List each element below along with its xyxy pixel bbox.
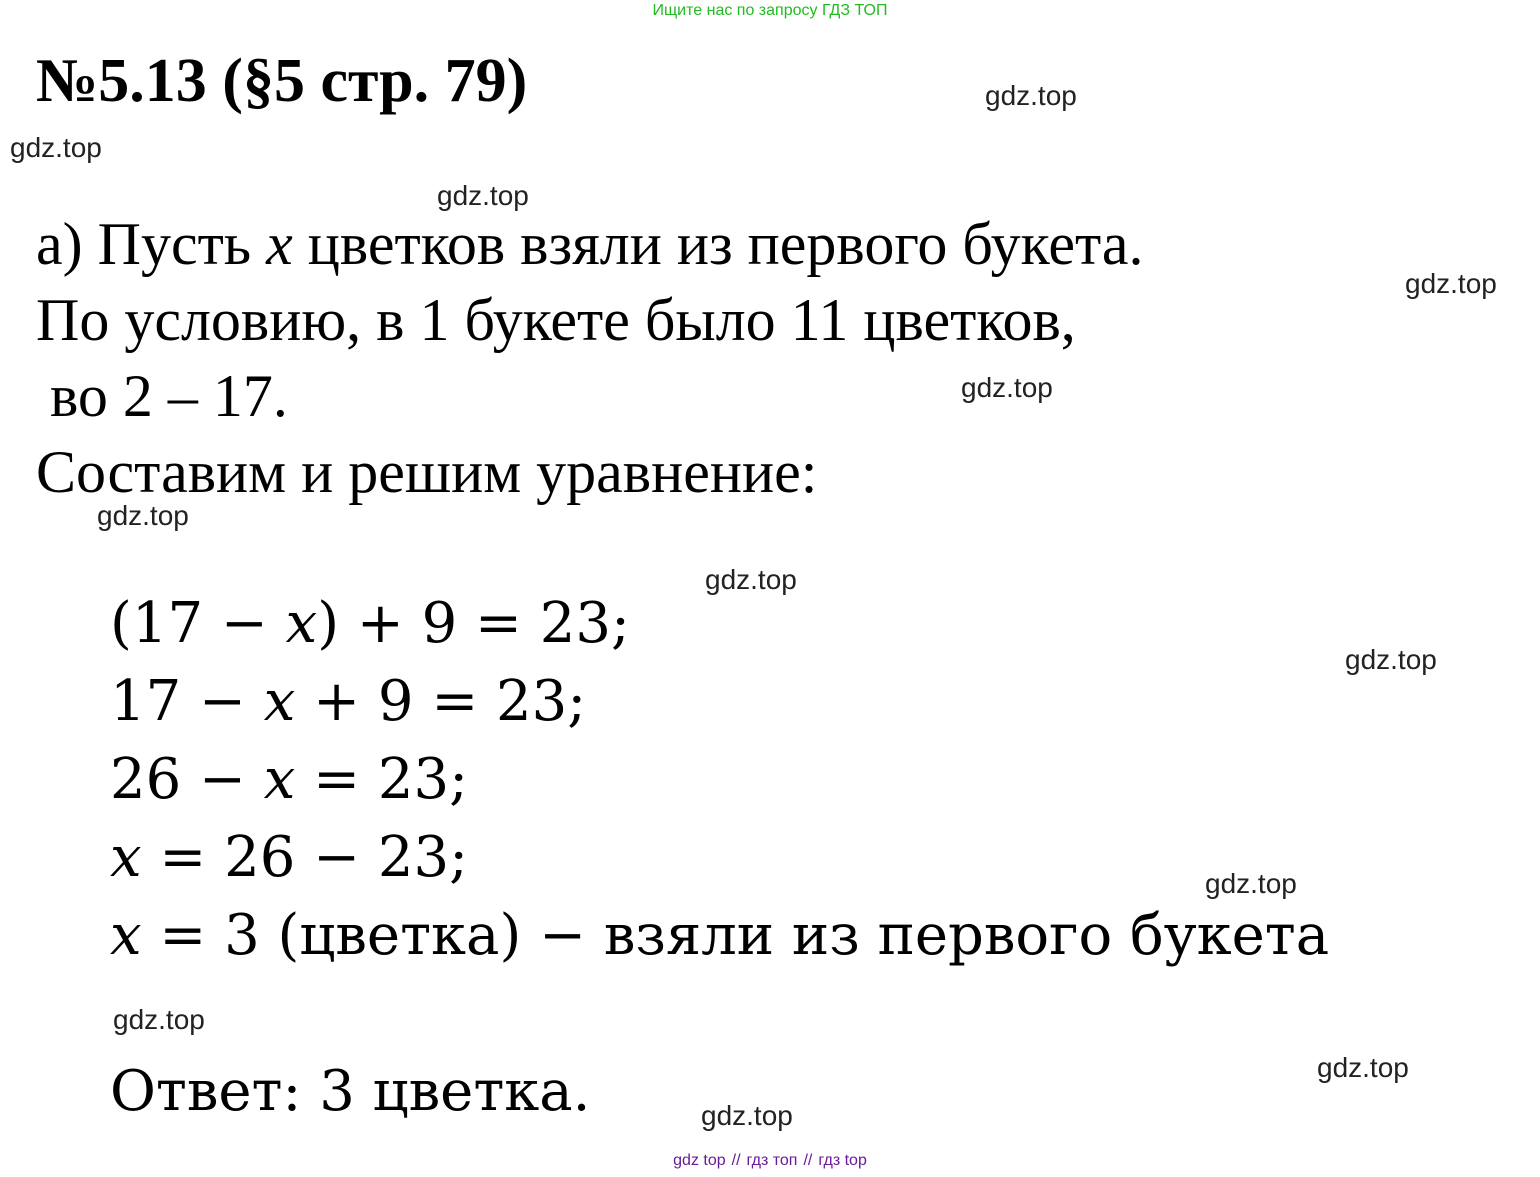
watermark: gdz.top: [1405, 268, 1497, 299]
equation-part: (17 −: [110, 591, 286, 656]
watermark: gdz.top: [701, 1100, 793, 1131]
variable-x: x: [110, 825, 142, 890]
footer-link[interactable]: gdz top: [673, 1152, 726, 1169]
watermark: gdz.top: [705, 564, 797, 595]
watermark: gdz.top: [97, 500, 189, 531]
variable-x: x: [110, 903, 142, 968]
equation-part: 17 −: [110, 669, 264, 734]
watermark: gdz.top: [985, 80, 1077, 111]
equation-line: [110, 747, 469, 812]
equation-line: [110, 669, 587, 734]
solution-line-4: Составим и решим уравнение:: [36, 439, 818, 505]
variable-x: x: [263, 669, 296, 734]
answer: Ответ: 3 цветка.: [110, 1059, 591, 1124]
footer-link[interactable]: гдз топ: [746, 1152, 798, 1169]
watermark: gdz.top: [1205, 868, 1297, 899]
equation-part: + 9 = 23;: [295, 669, 587, 734]
solution-line-3: во 2 – 17.: [50, 363, 288, 429]
footer-separator: //: [731, 1152, 741, 1169]
watermark: gdz.top: [10, 132, 102, 163]
solution-line-1-suffix: цветков взяли из первого букета.: [292, 211, 1144, 277]
watermark: gdz.top: [437, 180, 529, 211]
variable-x: x: [266, 211, 293, 277]
solution-line-2: По условию, в 1 букете было 11 цветков,: [36, 287, 1076, 353]
page-title: №5.13 (§5 стр. 79): [36, 47, 528, 115]
equation-line: [110, 903, 1330, 968]
footer-separator: //: [803, 1152, 813, 1169]
watermark: gdz.top: [961, 372, 1053, 403]
equation-line: [110, 825, 469, 890]
footer-links: [0, 1152, 1540, 1170]
variable-x: x: [263, 747, 296, 812]
equation-part: 26 −: [110, 747, 264, 812]
top-banner[interactable]: Ищите нас по запросу ГДЗ ТОП: [652, 2, 888, 19]
equation-part: = 26 − 23;: [141, 825, 469, 890]
watermark: gdz.top: [1345, 644, 1437, 675]
watermark: gdz.top: [1317, 1052, 1409, 1083]
footer-link[interactable]: гдз top: [818, 1152, 867, 1169]
equation-part: ) + 9 = 23;: [317, 591, 630, 656]
solution-line-1-prefix: а) Пусть: [36, 211, 267, 277]
variable-x: x: [285, 591, 318, 656]
solution-line-1: [36, 211, 1144, 277]
equation-line: [110, 591, 630, 656]
watermark: gdz.top: [113, 1004, 205, 1035]
equation-part: = 3 (цветка) − взяли из первого букета: [141, 903, 1330, 968]
equation-part: = 23;: [295, 747, 469, 812]
